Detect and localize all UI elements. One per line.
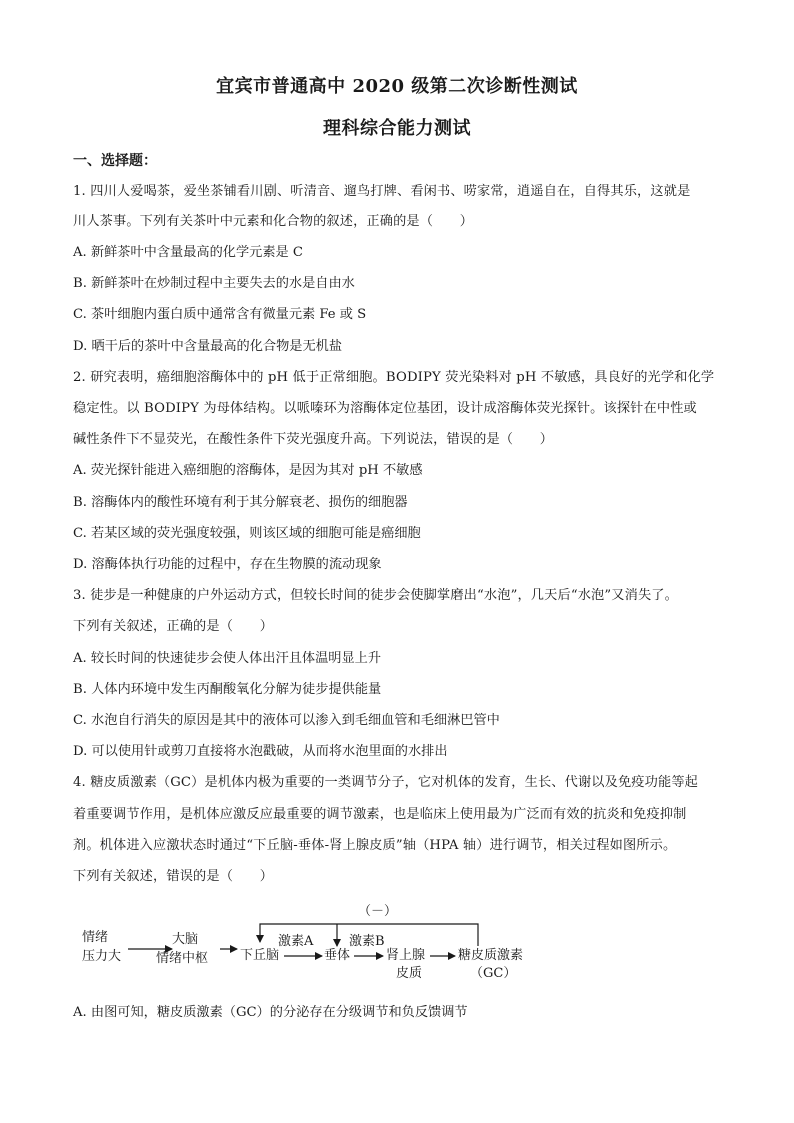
gc-label-2: （GC） bbox=[470, 966, 517, 981]
question-3-option-d: D. 可以使用针或剪刀直接将水泡戳破，从而将水泡里面的水排出 bbox=[73, 744, 448, 759]
question-2-line-1: 2. 研究表明，癌细胞溶酶体中的 pH 低于正常细胞。BODIPY 荧光染料对 pH 不敏感，具良好的光学和化学 bbox=[73, 370, 715, 385]
page-subtitle: 理科综合能力测试 bbox=[323, 118, 471, 139]
question-2-option-d: D. 溶酶体执行功能的过程中，存在生物膜的流动现象 bbox=[73, 557, 382, 572]
feedback-label: （－） bbox=[358, 904, 398, 919]
section-title: 一、选择题： bbox=[73, 153, 157, 169]
question-1-option-b: B. 新鲜茶叶在炒制过程中主要失去的水是自由水 bbox=[73, 276, 355, 291]
question-3-option-a: A. 较长时间的快速徒步会使人体出汗且体温明显上升 bbox=[73, 651, 382, 666]
pituitary-label: 垂体 bbox=[324, 948, 351, 963]
gc-label-1: 糖皮质激素 bbox=[458, 948, 524, 963]
question-2-option-b: B. 溶酶体内的酸性环境有利于其分解衰老、损伤的细胞器 bbox=[73, 495, 408, 510]
question-3-option-c: C. 水泡自行消失的原因是其中的液体可以渗入到毛细血管和毛细淋巴管中 bbox=[73, 713, 500, 728]
hpa-axis-diagram bbox=[70, 904, 550, 994]
question-3-line-2: 下列有关叙述，正确的是（ ） bbox=[73, 619, 274, 634]
question-1-line-1: 1. 四川人爱喝茶，爱坐茶铺看川剧、听清音、遛鸟打牌、看闲书、唠家常，逍遥自在，自得其乐，这就是 bbox=[73, 184, 691, 199]
question-3-line-1: 3. 徒步是一种健康的户外运动方式，但较长时间的徒步会使脚掌磨出“水泡”，几天后“水泡”又消失了。 bbox=[73, 588, 678, 603]
hormone-a-label: 激素A bbox=[278, 934, 314, 949]
hormone-b-label: 激素B bbox=[349, 934, 385, 949]
question-1-line-2: 川人茶事。下列有关茶叶中元素和化合物的叙述，正确的是（ ） bbox=[73, 214, 474, 229]
question-2-line-2: 稳定性。以 BODIPY 为母体结构。以哌嗪环为溶酶体定位基团，设计成溶酶体荧光探针。该探针在中性或 bbox=[73, 401, 697, 416]
question-4-option-a: A. 由图可知，糖皮质激素（GC）的分泌存在分级调节和负反馈调节 bbox=[73, 1005, 468, 1020]
adrenal-label-1: 肾上腺 bbox=[386, 948, 426, 963]
question-4-line-4: 下列有关叙述，错误的是（ ） bbox=[73, 869, 274, 884]
brain-label-2: 情绪中枢 bbox=[156, 951, 209, 966]
hypothalamus-label: 下丘脑 bbox=[240, 948, 280, 963]
stress-label-2: 压力大 bbox=[82, 949, 122, 964]
question-1-option-a: A. 新鲜茶叶中含量最高的化学元素是 C bbox=[73, 245, 304, 260]
question-2-option-a: A. 荧光探针能进入癌细胞的溶酶体，是因为其对 pH 不敏感 bbox=[73, 463, 423, 478]
question-4-line-1: 4. 糖皮质激素（GC）是机体内极为重要的一类调节分子，它对机体的发育，生长、代谢以及免疫功能等起 bbox=[73, 775, 698, 790]
question-4-line-3: 剂。机体进入应激状态时通过“下丘脑-垂体-肾上腺皮质”轴（HPA 轴）进行调节，相关过程如图所示。 bbox=[73, 838, 677, 853]
question-4-line-2: 着重要调节作用，是机体应激反应最重要的调节激素，也是临床上使用最为广泛而有效的抗炎和免疫抑制 bbox=[73, 807, 687, 822]
question-1-option-c: C. 茶叶细胞内蛋白质中通常含有微量元素 Fe 或 S bbox=[73, 307, 367, 322]
question-3-option-b: B. 人体内环境中发生丙酮酸氧化分解为徒步提供能量 bbox=[73, 682, 382, 697]
question-2-line-3: 碱性条件下不显荧光，在酸性条件下荧光强度升高。下列说法，错误的是（ ） bbox=[73, 432, 554, 447]
question-1-option-d: D. 晒干后的茶叶中含量最高的化合物是无机盐 bbox=[73, 339, 343, 354]
adrenal-label-2: 皮质 bbox=[396, 966, 423, 981]
brain-label-1: 大脑 bbox=[172, 932, 199, 947]
stress-label-1: 情绪 bbox=[82, 930, 109, 945]
page-title: 宜宾市普通高中 2020 级第二次诊断性测试 bbox=[216, 76, 578, 97]
question-2-option-c: C. 若某区域的荧光强度较强，则该区域的细胞可能是癌细胞 bbox=[73, 526, 421, 541]
